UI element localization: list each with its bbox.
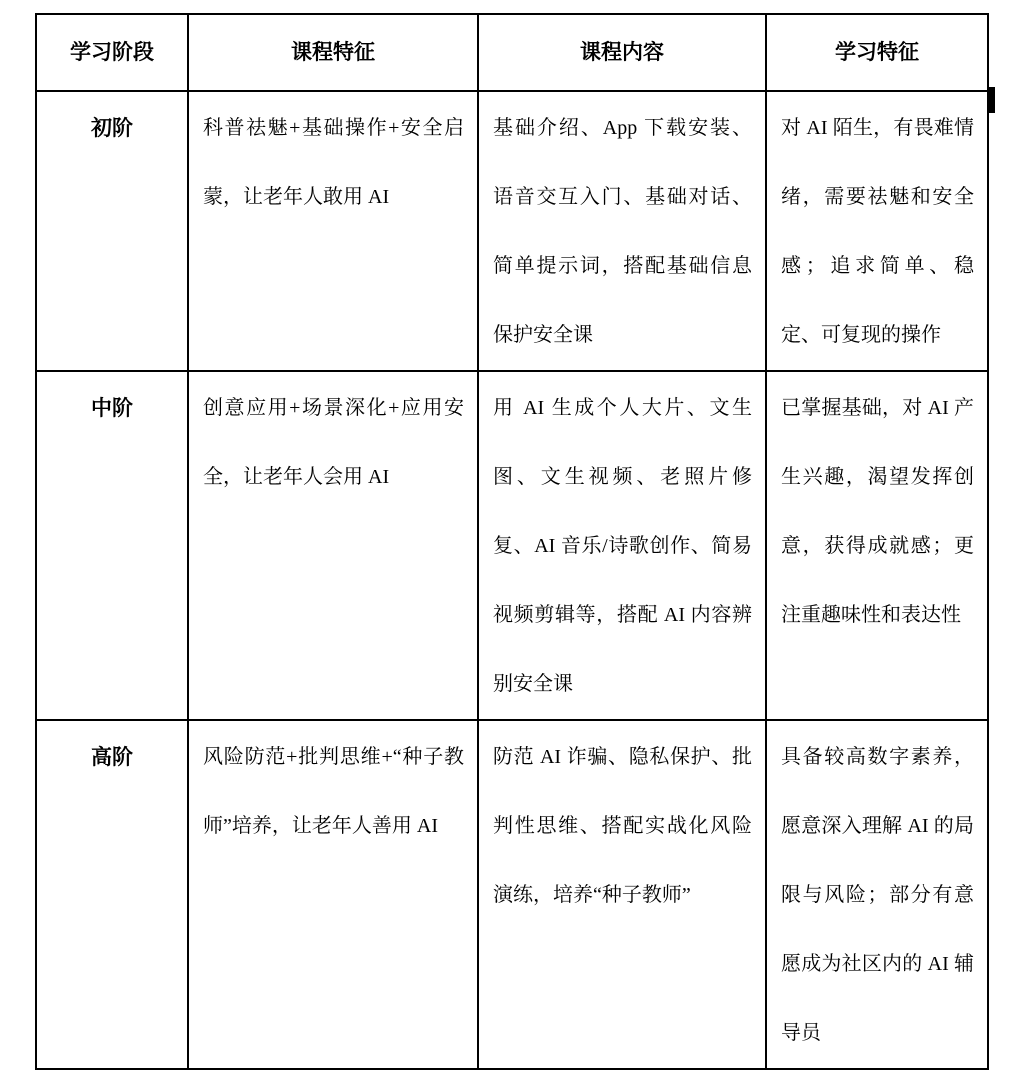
text-cursor-artifact: [987, 87, 995, 113]
column-header-learning-traits: 学习特征: [766, 14, 988, 91]
cell-content-intermediate: 用 AI 生成个人大片、文生图、文生视频、老照片修复、AI 音乐/诗歌创作、简易视频剪辑等，搭配 AI 内容辨别安全课: [478, 371, 766, 720]
cell-content-advanced: 防范 AI 诈骗、隐私保护、批判性思维、搭配实战化风险演练，培养“种子教师”: [478, 720, 766, 1069]
table-row-advanced: [36, 720, 988, 1069]
column-header-course-features: 课程特征: [188, 14, 478, 91]
column-header-stage: 学习阶段: [36, 14, 188, 91]
table-header-row: [36, 14, 988, 91]
cell-stage-advanced: 高阶: [36, 720, 188, 1069]
table-row-beginner: [36, 91, 988, 371]
cell-features-advanced: 风险防范+批判思维+“种子教师”培养，让老年人善用 AI: [188, 720, 478, 1069]
cell-stage-intermediate: 中阶: [36, 371, 188, 720]
cell-traits-advanced: 具备较高数字素养，愿意深入理解 AI 的局限与风险；部分有意愿成为社区内的 AI 辅导员: [766, 720, 988, 1069]
column-header-course-content: 课程内容: [478, 14, 766, 91]
learning-stages-table: [35, 13, 989, 1070]
table-row-intermediate: [36, 371, 988, 720]
cell-traits-beginner: 对 AI 陌生，有畏难情绪，需要祛魅和安全感；追求简单、稳定、可复现的操作: [766, 91, 988, 371]
cell-traits-intermediate: 已掌握基础，对 AI 产生兴趣，渴望发挥创意，获得成就感；更注重趣味性和表达性: [766, 371, 988, 720]
cell-features-intermediate: 创意应用+场景深化+应用安全，让老年人会用 AI: [188, 371, 478, 720]
cell-features-beginner: 科普祛魅+基础操作+安全启蒙，让老年人敢用 AI: [188, 91, 478, 371]
cell-stage-beginner: 初阶: [36, 91, 188, 371]
cell-content-beginner: 基础介绍、App 下载安装、语音交互入门、基础对话、简单提示词，搭配基础信息保护安全课: [478, 91, 766, 371]
